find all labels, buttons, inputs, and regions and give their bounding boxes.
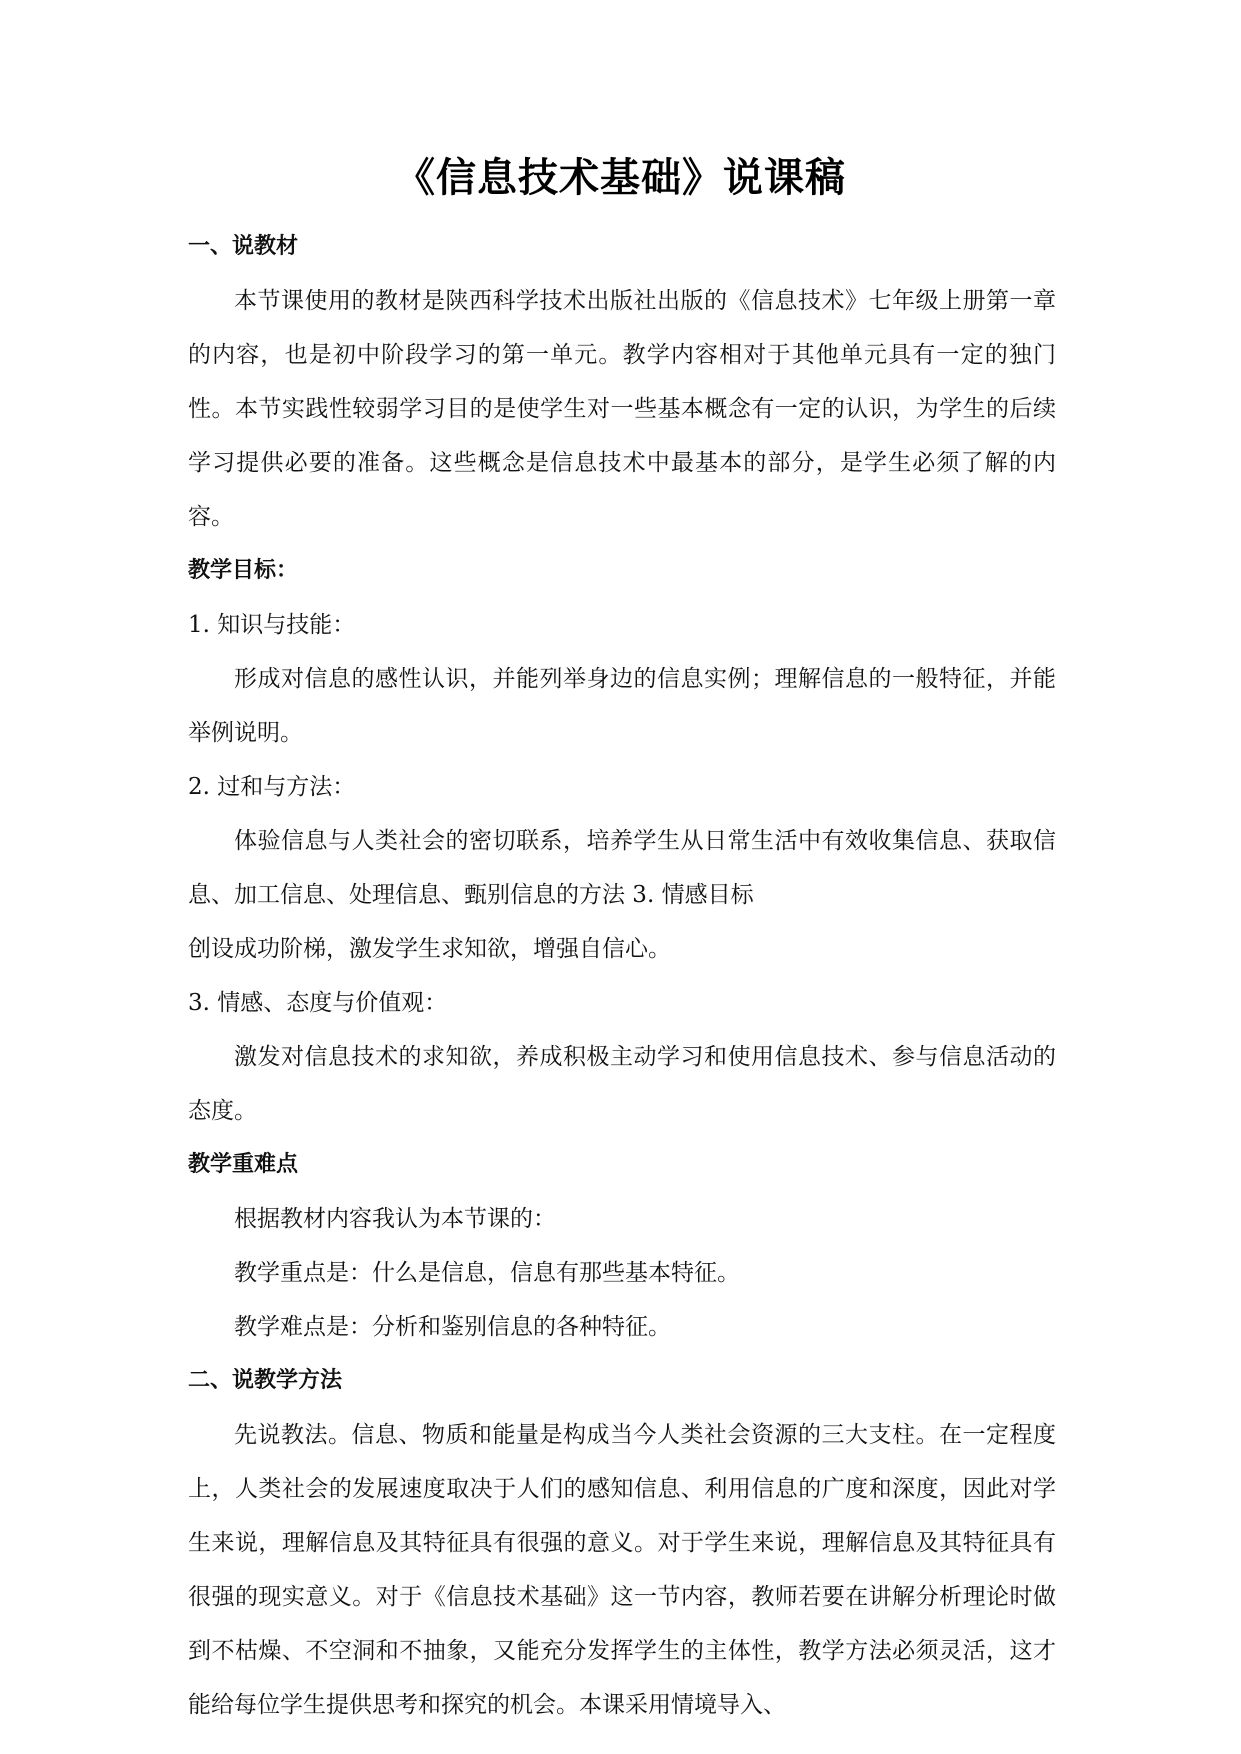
document-title: 《信息技术基础》说课稿: [395, 155, 846, 201]
section-heading-goals: 教学目标：: [188, 558, 299, 583]
key-point: 教学重点是：什么是信息，信息有那些基本特征。: [234, 1260, 740, 1286]
goal-text-process-cont: 创设成功阶梯，激发学生求知欲，增强自信心。: [188, 936, 671, 962]
document-body: [188, 220, 1056, 1732]
key-difficulty: 教学难点是：分析和鉴别信息的各种特征。: [234, 1314, 671, 1340]
section-heading-key-points: 教学重难点: [188, 1152, 299, 1177]
paragraph-textbook: 本节课使用的教材是陕西科学技术出版社出版的《信息技术》七年级上册第一章的内容，也是初中阶段学习的第一单元。教学内容相对于其他单元具有一定的独门性。本节实践性较弱学习目的是使学生对一些基本概念有一定的认识，为学生的后续学习提供必要的准备。这些概念是信息技术中最基本的部分，是学生必须了解的内容。: [188, 288, 1056, 530]
goal-text-knowledge: 形成对信息的感性认识，并能列举身边的信息实例；理解信息的一般特征，并能举例说明。: [188, 666, 1056, 746]
goal-text-process: 体验信息与人类社会的密切联系，培养学生从日常生活中有效收集信息、获取信息、加工信息、处理信息、甄别信息的方法 3. 情感目标: [188, 828, 1056, 908]
goal-label-process: 2. 过和与方法：: [188, 774, 356, 800]
goal-text-emotion: 激发对信息技术的求知欲，养成积极主动学习和使用信息技术、参与信息活动的态度。: [188, 1044, 1056, 1124]
key-intro: 根据教材内容我认为本节课的：: [234, 1206, 556, 1232]
section-heading-methods: 二、说教学方法: [188, 1368, 343, 1393]
paragraph-methods: 先说教法。信息、物质和能量是构成当今人类社会资源的三大支柱。在一定程度上，人类社会的发展速度取决于人们的感知信息、利用信息的广度和深度，因此对学生来说，理解信息及其特征具有很强的意义。对于学生来说，理解信息及其特征具有很强的现实意义。对于《信息技术基础》这一节内容，教师若要在讲解分析理论时做到不枯燥、不空洞和不抽象，又能充分发挥学生的主体性，教学方法必须灵活，这才能给每位学生提供思考和探究的机会。本课采用情境导入、: [188, 1422, 1056, 1718]
goal-label-knowledge: 1. 知识与技能：: [188, 612, 356, 638]
goal-label-emotion: 3. 情感、态度与价值观：: [188, 990, 448, 1016]
section-heading-textbook: 一、说教材: [188, 234, 299, 259]
